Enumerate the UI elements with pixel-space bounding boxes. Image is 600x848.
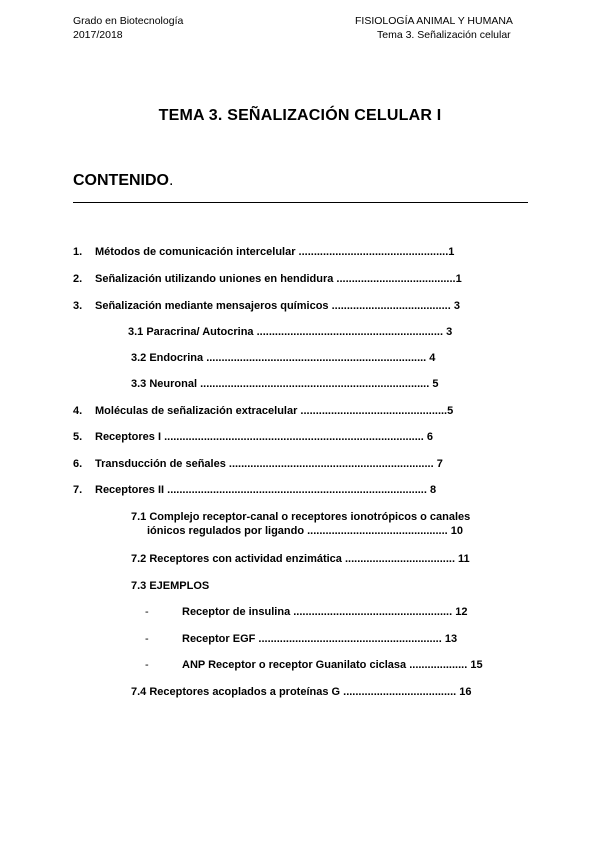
toc-entry-text: 3.2 Endocrina ........................................................................ 4: [131, 352, 436, 364]
header-topic: Tema 3. Señalización celular: [377, 29, 511, 41]
toc-example-anp[interactable]: [145, 658, 483, 672]
bullet-dash: -: [145, 606, 149, 618]
toc-entry-text: Transducción de señales ................................................................... 7: [95, 458, 443, 470]
toc-entry-number: 3.: [73, 300, 83, 312]
toc-entry-number: 7.: [73, 484, 83, 496]
toc-entry-3-3[interactable]: [131, 377, 438, 391]
toc-entry-text: Receptores II ..................................................................................... 8: [95, 484, 437, 496]
toc-example-insulin[interactable]: [145, 605, 468, 619]
toc-entry-text: 7.2 Receptores con actividad enzimática .................................... 11: [131, 553, 470, 565]
toc-entry-text: 7.3 EJEMPLOS: [131, 580, 210, 592]
contents-dot: .: [169, 172, 174, 189]
heading-rule: [73, 202, 528, 203]
toc-entry-3[interactable]: [73, 299, 460, 313]
document-title: TEMA 3. SEÑALIZACIÓN CELULAR I: [158, 107, 442, 124]
toc-entry-number: 2.: [73, 273, 83, 285]
toc-entry-text: Métodos de comunicación intercelular .................................................1: [95, 246, 455, 258]
toc-entry-text: Señalización utilizando uniones en hendidura .......................................1: [95, 273, 462, 285]
header-right: [355, 14, 530, 42]
toc-entry-number: 5.: [73, 431, 83, 443]
toc-entry-number: 6.: [73, 458, 83, 470]
toc-entry-text: Receptor de insulina .................................................... 12: [182, 606, 468, 618]
toc-entry-text: Señalización mediante mensajeros químicos ....................................... 3: [95, 300, 460, 312]
toc-entry-text: 3.1 Paracrina/ Autocrina ............................................................. 3: [128, 326, 453, 338]
toc-entry-text-continued: iónicos regulados por ligando .............................................. 10: [147, 525, 463, 537]
toc-entry-text: 7.1 Complejo receptor-canal o receptores ionotrópicos o canales: [131, 511, 471, 523]
header-course: FISIOLOGÍA ANIMAL Y HUMANA: [355, 15, 513, 27]
header-year: 2017/2018: [73, 29, 123, 41]
toc-entry-7-1[interactable]: [131, 510, 470, 538]
toc-entry-7[interactable]: [73, 483, 437, 497]
header-left: [73, 14, 183, 42]
bullet-dash: -: [145, 633, 149, 645]
toc-entry-number: 4.: [73, 405, 83, 417]
toc-entry-text: Receptor EGF ............................................................ 13: [182, 633, 458, 645]
toc-entry-3-1[interactable]: [128, 325, 452, 339]
toc-entry-text: Moléculas de señalización extracelular ................................................5: [95, 405, 454, 417]
contents-label: CONTENIDO: [73, 172, 169, 189]
toc-entry-5[interactable]: [73, 430, 434, 444]
toc-entry-7-4[interactable]: [131, 685, 472, 699]
toc-entry-text: ANP Receptor o receptor Guanilato ciclasa ................... 15: [182, 659, 483, 671]
header-degree: Grado en Biotecnología: [73, 15, 184, 27]
toc-entry-4[interactable]: [73, 404, 454, 418]
toc-entry-text: 7.4 Receptores acoplados a proteínas G ..................................... 16: [131, 686, 472, 698]
toc-entry-text: Receptores I ..................................................................................... 6: [95, 431, 434, 443]
toc-entry-7-3[interactable]: [131, 579, 209, 593]
toc-entry-6[interactable]: [73, 457, 443, 471]
contents-heading: [73, 172, 173, 190]
toc-entry-number: 1.: [73, 246, 83, 258]
bullet-dash: -: [145, 659, 149, 671]
toc-entry-2[interactable]: [73, 272, 462, 286]
toc-entry-text: 3.3 Neuronal ........................................................................... 5: [131, 378, 439, 390]
toc-entry-1[interactable]: [73, 245, 455, 259]
toc-entry-3-2[interactable]: [131, 351, 435, 365]
toc-entry-7-2[interactable]: [131, 552, 470, 566]
toc-example-egf[interactable]: [145, 632, 458, 646]
